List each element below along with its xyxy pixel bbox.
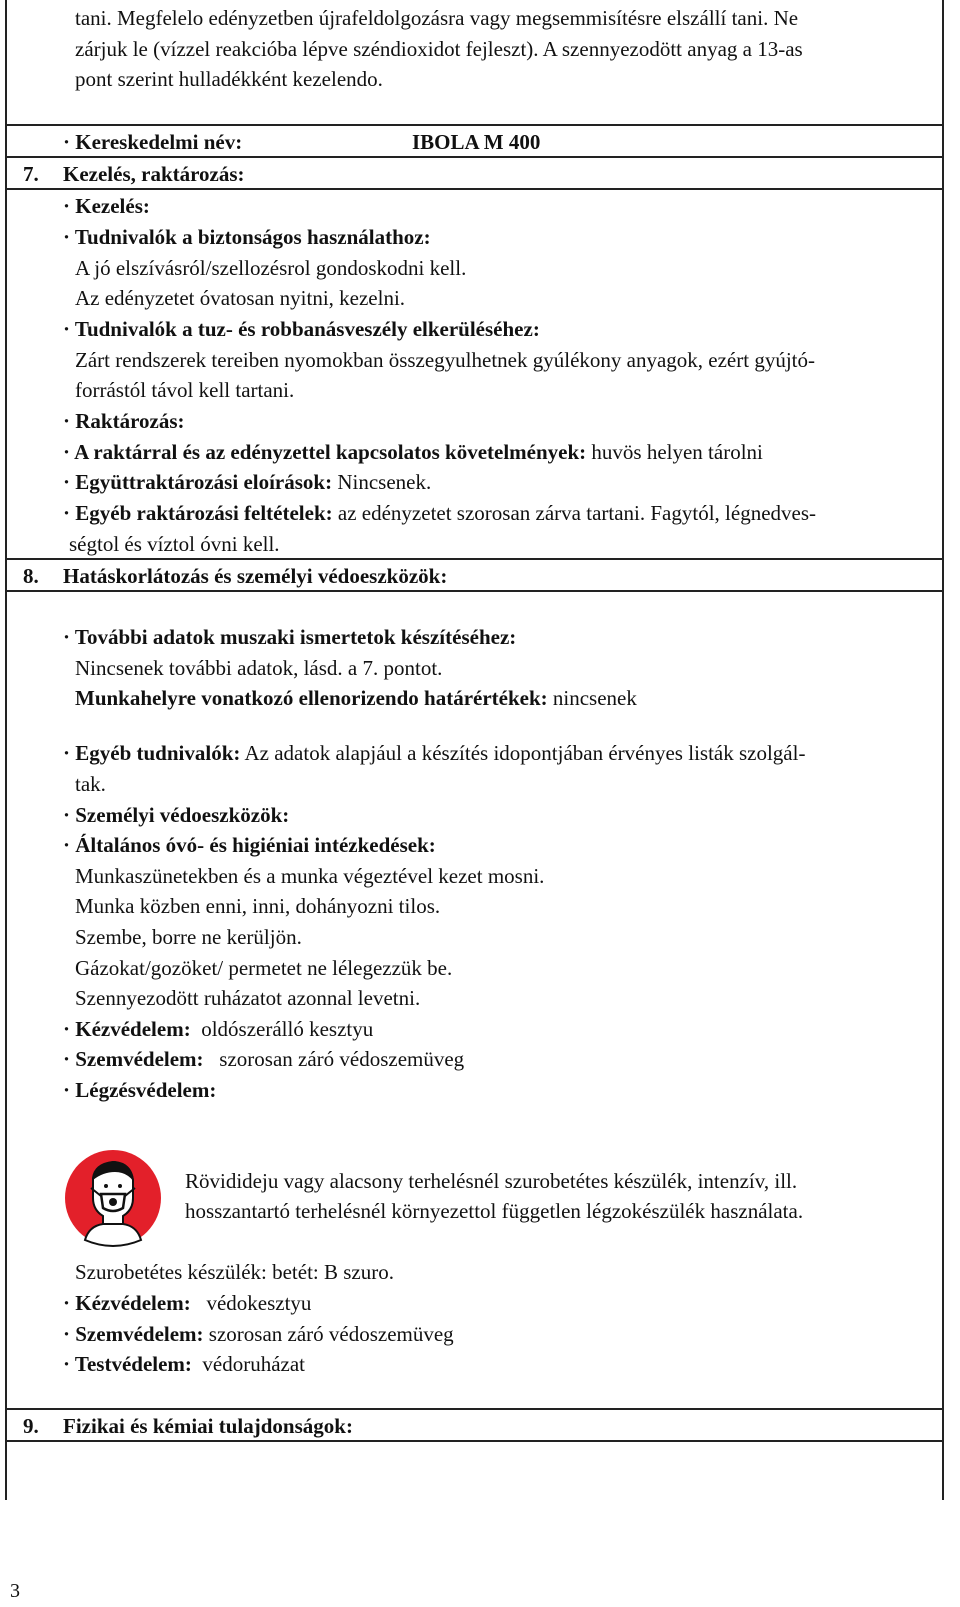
safe-use-text-2: Az edényzetet óvatosan nyitni, kezelni. [75, 286, 406, 310]
divider [5, 558, 944, 560]
hygiene-item: Gázokat/gozöket/ permetet ne lélegezzük be. [75, 956, 453, 980]
safe-use-heading: · Tudnivalók a biztonságos használathoz: [63, 225, 431, 249]
filter-info: Szurobetétes készülék: betét: B szuro. [75, 1260, 394, 1284]
other-info [63, 738, 805, 769]
other-storage-value-2: ségtol és víztol óvni kell. [69, 532, 280, 556]
eye-protection-value: szorosan záró védoszemüveg [219, 1047, 465, 1071]
hygiene-heading: · Általános óvó- és higiéniai intézkedések: [63, 833, 436, 857]
workplace-limits-value: nincsenek [552, 686, 637, 710]
respiratory-text-2: hosszantartó terhelésnél környezettol független légzokészülék használata. [185, 1199, 804, 1223]
eye-protection-label: · Szemvédelem: [63, 1047, 204, 1071]
safe-use-text-1: A jó elszívásról/szellozésrol gondoskodni kell. [75, 256, 467, 280]
frame-right-border [942, 0, 944, 1500]
respirator-mask-icon [63, 1148, 163, 1248]
hand-protection [63, 1014, 373, 1045]
hygiene-item: Munkaszünetekben és a munka végeztével kezet mosni. [75, 864, 545, 888]
eye-protection-label: · Szemvédelem: [63, 1322, 204, 1346]
divider [5, 1408, 944, 1410]
body-protection [63, 1349, 305, 1380]
hand-protection-value: védokesztyu [206, 1291, 312, 1315]
other-storage [63, 498, 816, 529]
trade-name-value: IBOLA M 400 [412, 130, 541, 154]
workplace-limits-label: Munkahelyre vonatkozó ellenorizendo határértékek: [75, 686, 548, 710]
co-storage-label: · Együttraktározási eloírások: [63, 470, 333, 494]
section-7-number: 7. [23, 162, 39, 186]
body-protection-label: · Testvédelem: [63, 1352, 192, 1376]
eye-protection-value: szorosan záró védoszemüveg [208, 1322, 454, 1346]
intro-line-1: tani. Megfelelo edényzetben újrafeldolgozásra vagy megsemmisítésre elszállí tani. Ne [75, 6, 799, 30]
other-storage-label: · Egyéb raktározási feltételek: [63, 501, 333, 525]
hand-protection-value: oldószerálló kesztyu [201, 1017, 374, 1041]
other-info-label: · Egyéb tudnivalók: [63, 741, 241, 765]
section-7-title: Kezelés, raktározás: [63, 162, 245, 186]
hygiene-item: Szembe, borre ne kerüljön. [75, 925, 302, 949]
handling-heading: · Kezelés: [63, 194, 150, 218]
fire-safety-text-2: forrástól távol kell tartani. [75, 378, 295, 402]
divider [5, 124, 944, 126]
technical-data-heading: · További adatok muszaki ismertetok készítéséhez: [63, 625, 517, 649]
intro-line-2: zárjuk le (vízzel reakcióba lépve széndioxidot fejleszt). A szennyezodött anyag a 13-as [75, 37, 803, 61]
hygiene-item: Szennyezodött ruházatot azonnal levetni. [75, 986, 421, 1010]
other-info-value-2: tak. [75, 772, 106, 796]
respiratory-text-1: Rövidideju vagy alacsony terhelésnél szurobetétes készülék, intenzív, ill. [185, 1169, 798, 1193]
technical-data-text: Nincsenek további adatok, lásd. a 7. pontot. [75, 656, 443, 680]
sds-page-frame [5, 0, 944, 1500]
fire-safety-heading: · Tudnivalók a tuz- és robbanásveszély elkerüléséhez: [63, 317, 540, 341]
storage-heading: · Raktározás: [63, 409, 185, 433]
divider [5, 590, 944, 592]
page-number: 3 [10, 1580, 20, 1602]
section-9-title: Fizikai és kémiai tulajdonságok: [63, 1414, 353, 1438]
eye-protection-2 [63, 1319, 454, 1350]
ppe-heading: · Személyi védoeszközök: [63, 803, 290, 827]
storage-requirements-value: huvös helyen tárolni [591, 440, 763, 464]
hand-protection-label: · Kézvédelem: [63, 1291, 191, 1315]
respiratory-protection-heading: · Légzésvédelem: [63, 1078, 217, 1102]
body-protection-value: védoruházat [202, 1352, 306, 1376]
other-info-value: Az adatok alapjául a készítés idopontjában érvényes listák szolgál- [244, 741, 806, 765]
fire-safety-text-1: Zárt rendszerek tereiben nyomokban összegyulhetnek gyúlékony anyagok, ezért gyújtó- [75, 348, 815, 372]
storage-requirements-label: · A raktárral és az edényzettel kapcsolatos követelmények: [63, 440, 587, 464]
storage-requirements [63, 437, 763, 468]
co-storage [63, 467, 431, 498]
divider [5, 156, 944, 158]
frame-left-border [5, 0, 7, 1500]
eye-protection [63, 1044, 464, 1075]
divider [5, 188, 944, 190]
workplace-limits [75, 683, 637, 714]
trade-name-label: · Kereskedelmi név: [63, 130, 243, 154]
co-storage-value: Nincsenek. [337, 470, 432, 494]
divider [5, 1440, 944, 1442]
hand-protection-2 [63, 1288, 311, 1319]
section-8-number: 8. [23, 564, 39, 588]
other-storage-value: az edényzetet szorosan zárva tartani. Fagytól, légnedves- [337, 501, 817, 525]
section-8-title: Hatáskorlátozás és személyi védoeszközök: [63, 564, 448, 588]
intro-line-3: pont szerint hulladékként kezelendo. [75, 67, 383, 91]
hygiene-item: Munka közben enni, inni, dohányozni tilos. [75, 894, 441, 918]
hand-protection-label: · Kézvédelem: [63, 1017, 191, 1041]
section-9-number: 9. [23, 1414, 39, 1438]
